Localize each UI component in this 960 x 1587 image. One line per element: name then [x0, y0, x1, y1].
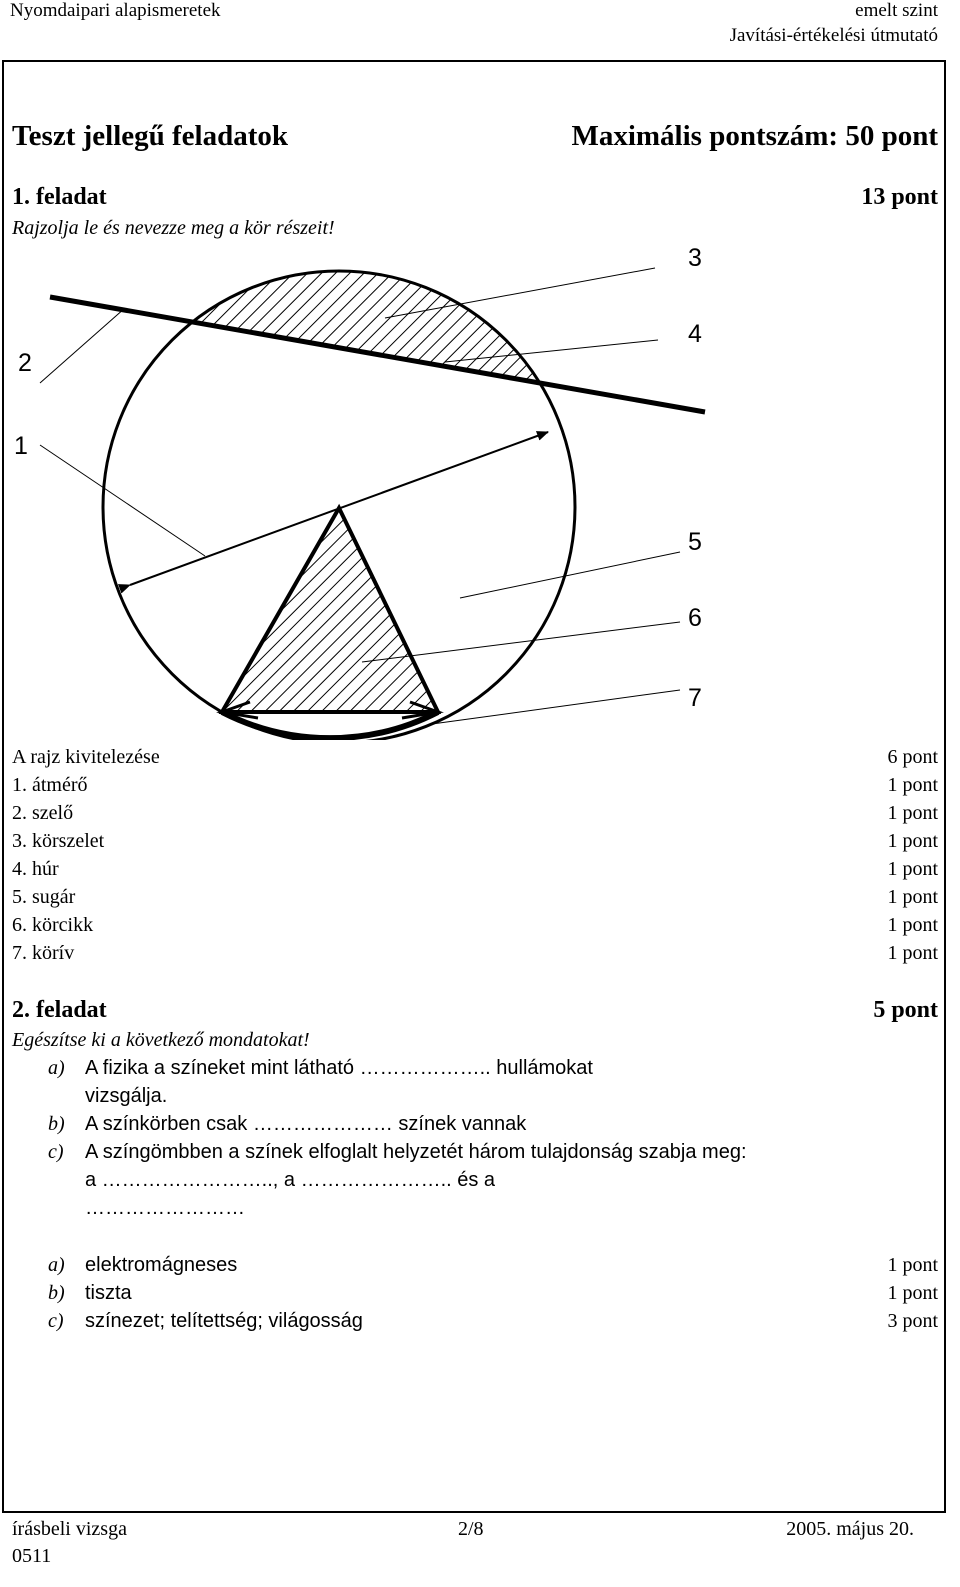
task2-instruction: Egészítse ki a következő mondatokat!	[12, 1029, 310, 1051]
header-subject: Nyomdaipari alapismeretek	[10, 0, 221, 21]
answer-marker: a)	[48, 1254, 65, 1276]
answer-text: tiszta	[85, 1282, 132, 1304]
answer-row	[12, 1310, 938, 1338]
answer-row	[12, 1282, 938, 1310]
answer-text: színezet; telítettség; világosság	[85, 1310, 363, 1332]
scoring-row	[12, 914, 938, 942]
answer-points: 3 pont	[887, 1310, 938, 1332]
scoring-points: 1 pont	[887, 886, 938, 908]
question-b-text: A színkörben csak ………………… színek vannak	[85, 1113, 527, 1135]
circle-segment	[50, 240, 705, 412]
scoring-row	[12, 942, 938, 970]
scoring-points: 1 pont	[887, 942, 938, 964]
task1-title: 1. feladat	[12, 184, 107, 210]
scoring-label: 6. körcikk	[12, 914, 94, 936]
answer-points: 1 pont	[887, 1282, 938, 1304]
figure-label-3: 3	[688, 244, 702, 272]
scoring-points: 1 pont	[887, 914, 938, 936]
figure-label-4: 4	[688, 320, 702, 348]
scoring-row	[12, 858, 938, 886]
answer-marker: b)	[48, 1282, 65, 1304]
section-title: Teszt jellegű feladatok	[12, 120, 289, 152]
question-b-marker: b)	[48, 1113, 65, 1135]
scoring-points: 1 pont	[887, 774, 938, 796]
question-c-marker: c)	[48, 1141, 64, 1163]
answer-marker: c)	[48, 1310, 64, 1332]
scoring-label: 1. átmérő	[12, 774, 88, 796]
figure-label-2: 2	[18, 349, 32, 377]
leader-line-2	[40, 308, 125, 383]
scoring-label: 7. körív	[12, 942, 75, 964]
figure-label-1: 1	[14, 432, 28, 460]
question-c-text: A színgömbben a színek elfoglalt helyzetét három tulajdonság szabja meg:	[85, 1141, 747, 1163]
answer-text: elektromágneses	[85, 1254, 238, 1276]
footer-page-number: 2/8	[458, 1518, 484, 1540]
task2-title: 2. feladat	[12, 997, 107, 1023]
scoring-row	[12, 802, 938, 830]
figure-label-5: 5	[688, 528, 702, 556]
task1-points: 13 pont	[861, 184, 938, 210]
scoring-label: A rajz kivitelezése	[12, 746, 160, 768]
answer-points: 1 pont	[887, 1254, 938, 1276]
scoring-row	[12, 746, 938, 774]
question-c-text-cont: a …………………….., a ………………….. és a	[85, 1169, 496, 1191]
scoring-label: 2. szelő	[12, 802, 74, 824]
circle-figure	[0, 240, 960, 740]
footer-exam-type: írásbeli vizsga	[12, 1518, 127, 1540]
task1-instruction: Rajzolja le és nevezze meg a kör részeit!	[12, 217, 335, 239]
header-level: emelt szint	[855, 0, 938, 21]
question-c-text-blank: ……………………	[85, 1197, 245, 1219]
figure-label-7: 7	[688, 684, 702, 712]
scoring-row	[12, 886, 938, 914]
leader-line-1	[40, 445, 205, 556]
task2-points: 5 pont	[873, 997, 938, 1023]
question-a-text-cont: vizsgálja.	[85, 1085, 168, 1107]
scoring-label: 3. körszelet	[12, 830, 105, 852]
footer-code: 0511	[12, 1545, 52, 1567]
answer-row	[12, 1254, 938, 1282]
scoring-row	[12, 774, 938, 802]
scoring-row	[12, 830, 938, 858]
header-doc-type: Javítási-értékelési útmutató	[729, 25, 938, 46]
scoring-label: 4. húr	[12, 858, 59, 880]
max-score: Maximális pontszám: 50 pont	[571, 120, 938, 152]
leader-line-7	[432, 690, 680, 724]
scoring-points: 1 pont	[887, 830, 938, 852]
scoring-label: 5. sugár	[12, 886, 76, 908]
scoring-points: 6 pont	[887, 746, 938, 768]
footer-date: 2005. május 20.	[786, 1518, 914, 1540]
figure-label-6: 6	[688, 604, 702, 632]
scoring-points: 1 pont	[887, 802, 938, 824]
question-a-marker: a)	[48, 1057, 65, 1079]
scoring-points: 1 pont	[887, 858, 938, 880]
question-a-text: A fizika a színeket mint látható ……………….. hullámokat	[85, 1057, 593, 1079]
